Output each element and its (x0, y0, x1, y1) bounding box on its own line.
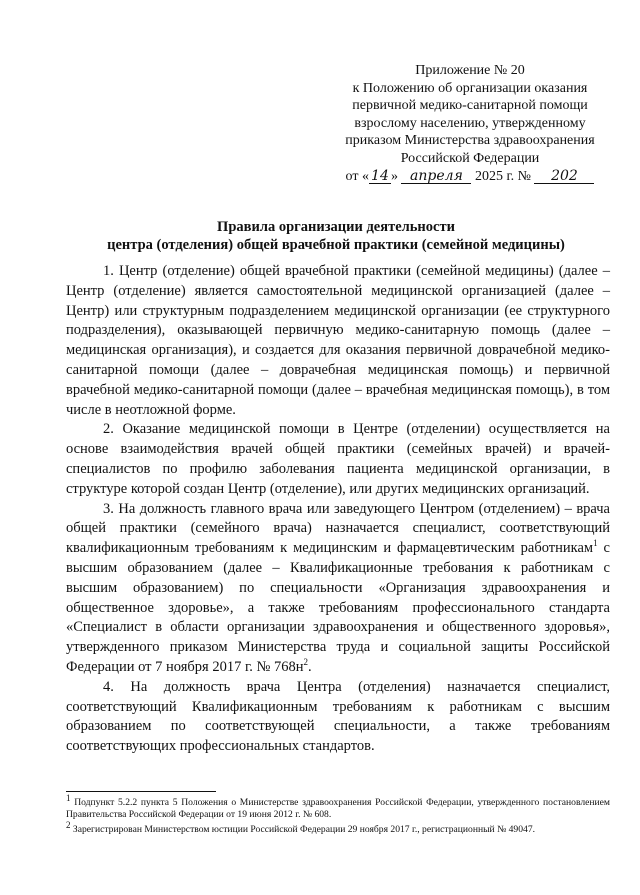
appendix-line: Российской Федерации (400, 150, 540, 166)
footnote-mark: 1 (66, 792, 71, 803)
title-line: Правила организации деятельности (217, 219, 455, 235)
paragraph-2: 2. Оказание медицинской помощи в Центре (отделении) осуществляется на основе взаимодействия врачей общей практики (семейных врачей) и врачей-специалистов по профилю заболевания пациента медицинской организации, в структуре которой создан Центр (отделение), или других медицинских организаций. (66, 421, 610, 497)
footnote-ref-2: 2 (303, 657, 308, 668)
appendix-line: первичной медико-санитарной помощи (352, 98, 588, 114)
paragraph-4: 4. На должность врача Центра (отделения) назначается специалист, соответствующий Квалификационным требованиям к работникам с высшим образованием по соответствующей специальности, а также требованиям соответствующих профессиональных стандартов. (66, 678, 610, 755)
document-title (66, 218, 606, 254)
appendix-line: приказом Министерства здравоохранения (345, 133, 595, 149)
footnote-ref-1: 1 (593, 538, 598, 549)
paragraph-3 (66, 500, 610, 678)
paragraph-1: 1. Центр (отделение) общей врачебной практики (семейной медицины) (далее – Центр (отделение) является самостоятельной медицинской организацией (далее – Центр) или структурным подразделением медицинской организации (ее структурного подразделения), оказывающей первичную медико-санитарную помощь (далее – медицинская организация), и создается для оказания первичной доврачебной медико-санитарной помощи (далее – доврачебная медицинская помощь) и первичной врачебной медико-санитарной помощи (далее – врачебная медицинская помощь), в том числе в неотложной форме. (66, 263, 610, 418)
footnote-text: Зарегистрирован Министерством юстиции Российской Федерации 29 ноября 2017 г., регистрационный № 49047. (70, 823, 536, 835)
footnote-text: Подпункт 5.2.2 пункта 5 Положения о Министерстве здравоохранения Российской Федерации, утвержденного постановлением Правительства Российской Федерации от 19 июня 2012 г. № 608. (66, 797, 610, 821)
document-body (66, 262, 610, 757)
title-line: центра (отделения) общей врачебной практики (семейной медицины) (107, 237, 565, 253)
handwritten-month: апреля (401, 169, 471, 184)
paragraph-3-end: . (307, 658, 312, 675)
date-year: 2025 г. № (474, 168, 531, 184)
appendix-header (330, 62, 610, 185)
footnote-separator (66, 791, 216, 792)
appendix-line: к Положению об организации оказания (352, 80, 588, 96)
footnote-1 (66, 792, 610, 822)
appendix-line: взрослому населению, утвержденному (354, 115, 586, 131)
date-prefix: от « (345, 168, 369, 184)
footnote-2 (66, 819, 610, 836)
handwritten-order-number: 202 (534, 169, 594, 184)
footnote-mark: 2 (66, 819, 71, 830)
paragraph-3-text: с высшим образованием (далее – Квалификационные требования к работникам с высшим образованием) по специальности «Организация здравоохранения и общественное здоровье», а также требованиям профессионального стандарта «Специалист в области организации здравоохранения и общественного здоровья», утвержденного приказом Министерства труда и социальной защиты Российской Федерации от 7 ноября 2017 г. № 768н (66, 540, 610, 675)
footnotes (66, 792, 610, 838)
date-mid: » (390, 168, 398, 184)
handwritten-day: 14 (369, 169, 391, 184)
order-date-line (330, 168, 610, 186)
appendix-number: Приложение № 20 (415, 63, 525, 78)
paragraph-3-text: 3. На должность главного врача или заведующего Центром (отделением) – врача общей практики (семейного врача) назначается специалист, соответствующий квалификационным требованиям к медицинским и фармацевтическим работникам (66, 500, 610, 557)
